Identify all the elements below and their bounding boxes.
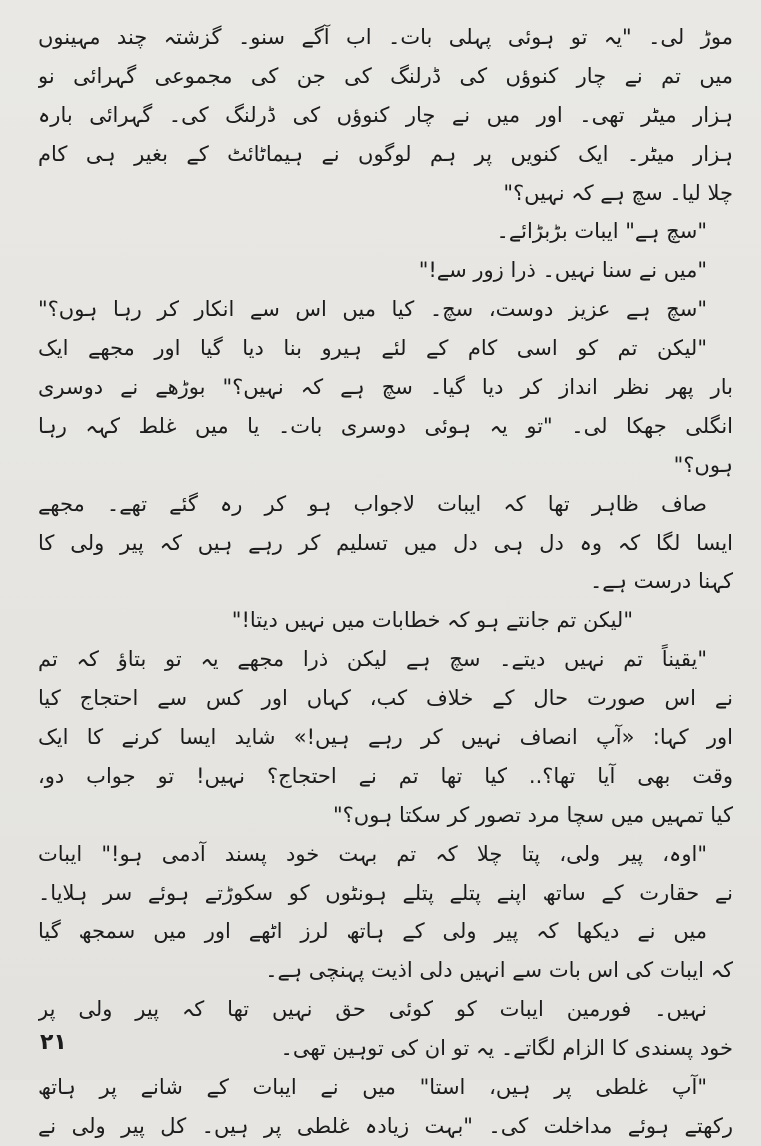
text-line: نہیں۔ فورمین ایبات کو کوئی حق نہیں تھا کہ پیر ولی پر bbox=[38, 997, 707, 1022]
text-line: خود پسندی کا الزام لگاتے۔ یہ تو ان کی توہین تھی۔ bbox=[280, 1036, 733, 1061]
page-body bbox=[38, 18, 733, 1146]
text-line: "سچ ہے عزیز دوست، سچ۔ کیا میں اس سے انکار کر رہا ہوں؟" bbox=[38, 297, 707, 322]
text-line: اور کہا: «آپ انصاف نہیں کر رہے ہیں!» شاید ایسا کرنے کا ایک bbox=[38, 725, 733, 750]
text-line: چلا لیا۔ سچ ہے کہ نہیں؟" bbox=[503, 180, 733, 205]
text-line: "میں نے سنا نہیں۔ ذرا زور سے!" bbox=[418, 258, 707, 283]
text-line: "یقیناً تم نہیں دیتے۔ سچ ہے لیکن ذرا مجھے یہ تو بتاؤ کہ تم bbox=[38, 647, 707, 672]
text-line: موڑ لی۔ "یہ تو ہوئی پہلی بات۔ اب آگے سنو۔ گزشتہ چند مہینوں bbox=[38, 25, 733, 49]
text-line: "سچ ہے" ایبات بڑبڑائے۔ bbox=[496, 219, 707, 244]
text-line: ایسا لگا کہ وہ دل ہی دل میں تسلیم کر رہے ہیں کہ پیر ولی کا bbox=[38, 530, 733, 555]
text-line: میں نے دیکھا کہ پیر ولی کے ہاتھ لرز اٹھے اور میں سمجھ گیا bbox=[38, 919, 707, 944]
text-line: ہزار میٹر تھی۔ اور میں نے چار کنوؤں کی ڈرلنگ کی۔ گہرائی بارہ bbox=[38, 102, 733, 127]
page-number: ۲۱ bbox=[40, 1030, 67, 1055]
text-line: کہ ایبات کی اس بات سے انہیں دلی اذیت پہنچی ہے۔ bbox=[265, 958, 733, 983]
text-line: نے اس صورت حال کے خلاف کب، کہاں اور کس سے احتجاج کیا bbox=[38, 686, 733, 711]
text-line: صاف ظاہر تھا کہ ایبات لاجواب ہو کر رہ گئے تھے۔ مجھے bbox=[38, 491, 707, 516]
text-line: کیا تمہیں میں سچا مرد تصور کر سکتا ہوں؟" bbox=[333, 802, 733, 827]
text-line: بار پھر نظر انداز کر دیا گیا۔ سچ ہے کہ نہیں؟" بوڑھے نے دوسری bbox=[38, 375, 733, 400]
text-line: انگلی جھکا لی۔ "تو یہ ہوئی دوسری بات۔ یا میں غلط کہہ رہا bbox=[38, 413, 733, 438]
text-line: رکھتے ہوئے مداخلت کی۔ "بہت زیادہ غلطی پر ہیں۔ کل پیر ولی نے bbox=[38, 1113, 733, 1138]
text-line: میں تم نے چار کنوؤں کی ڈرلنگ کی جن کی مجموعی گہرائی نو bbox=[38, 63, 733, 88]
text-line: وقت بھی آیا تھا؟.. کیا تھا تم نے احتجاج؟ نہیں! تو جواب دو، bbox=[38, 763, 733, 788]
text-line: "لیکن تم کو اسی کام کے لئے ہیرو بنا دیا گیا اور مجھے ایک bbox=[38, 336, 707, 361]
text-line: ہزار میٹر۔ ایک کنویں پر ہم لوگوں نے ہیماٹائٹ کے بغیر ہی کام bbox=[38, 141, 733, 166]
text-line: ہوں؟" bbox=[673, 452, 733, 477]
text-line: "اوہ، پیر ولی، پتا چلا کہ تم بہت خود پسند آدمی ہو!" ایبات bbox=[38, 841, 707, 866]
text-line: کہنا درست ہے۔ bbox=[589, 569, 733, 594]
text-line: "لیکن تم جانتے ہو کہ خطابات میں نہیں دیتا!" bbox=[231, 608, 633, 633]
text-line: "آپ غلطی پر ہیں، استا" میں نے ایبات کے شانے پر ہاتھ bbox=[38, 1075, 707, 1100]
text-line: نے حقارت کے ساتھ اپنے پتلے پتلے ہونٹوں کو سکوڑتے ہوئے سر ہلایا۔ bbox=[38, 880, 733, 905]
